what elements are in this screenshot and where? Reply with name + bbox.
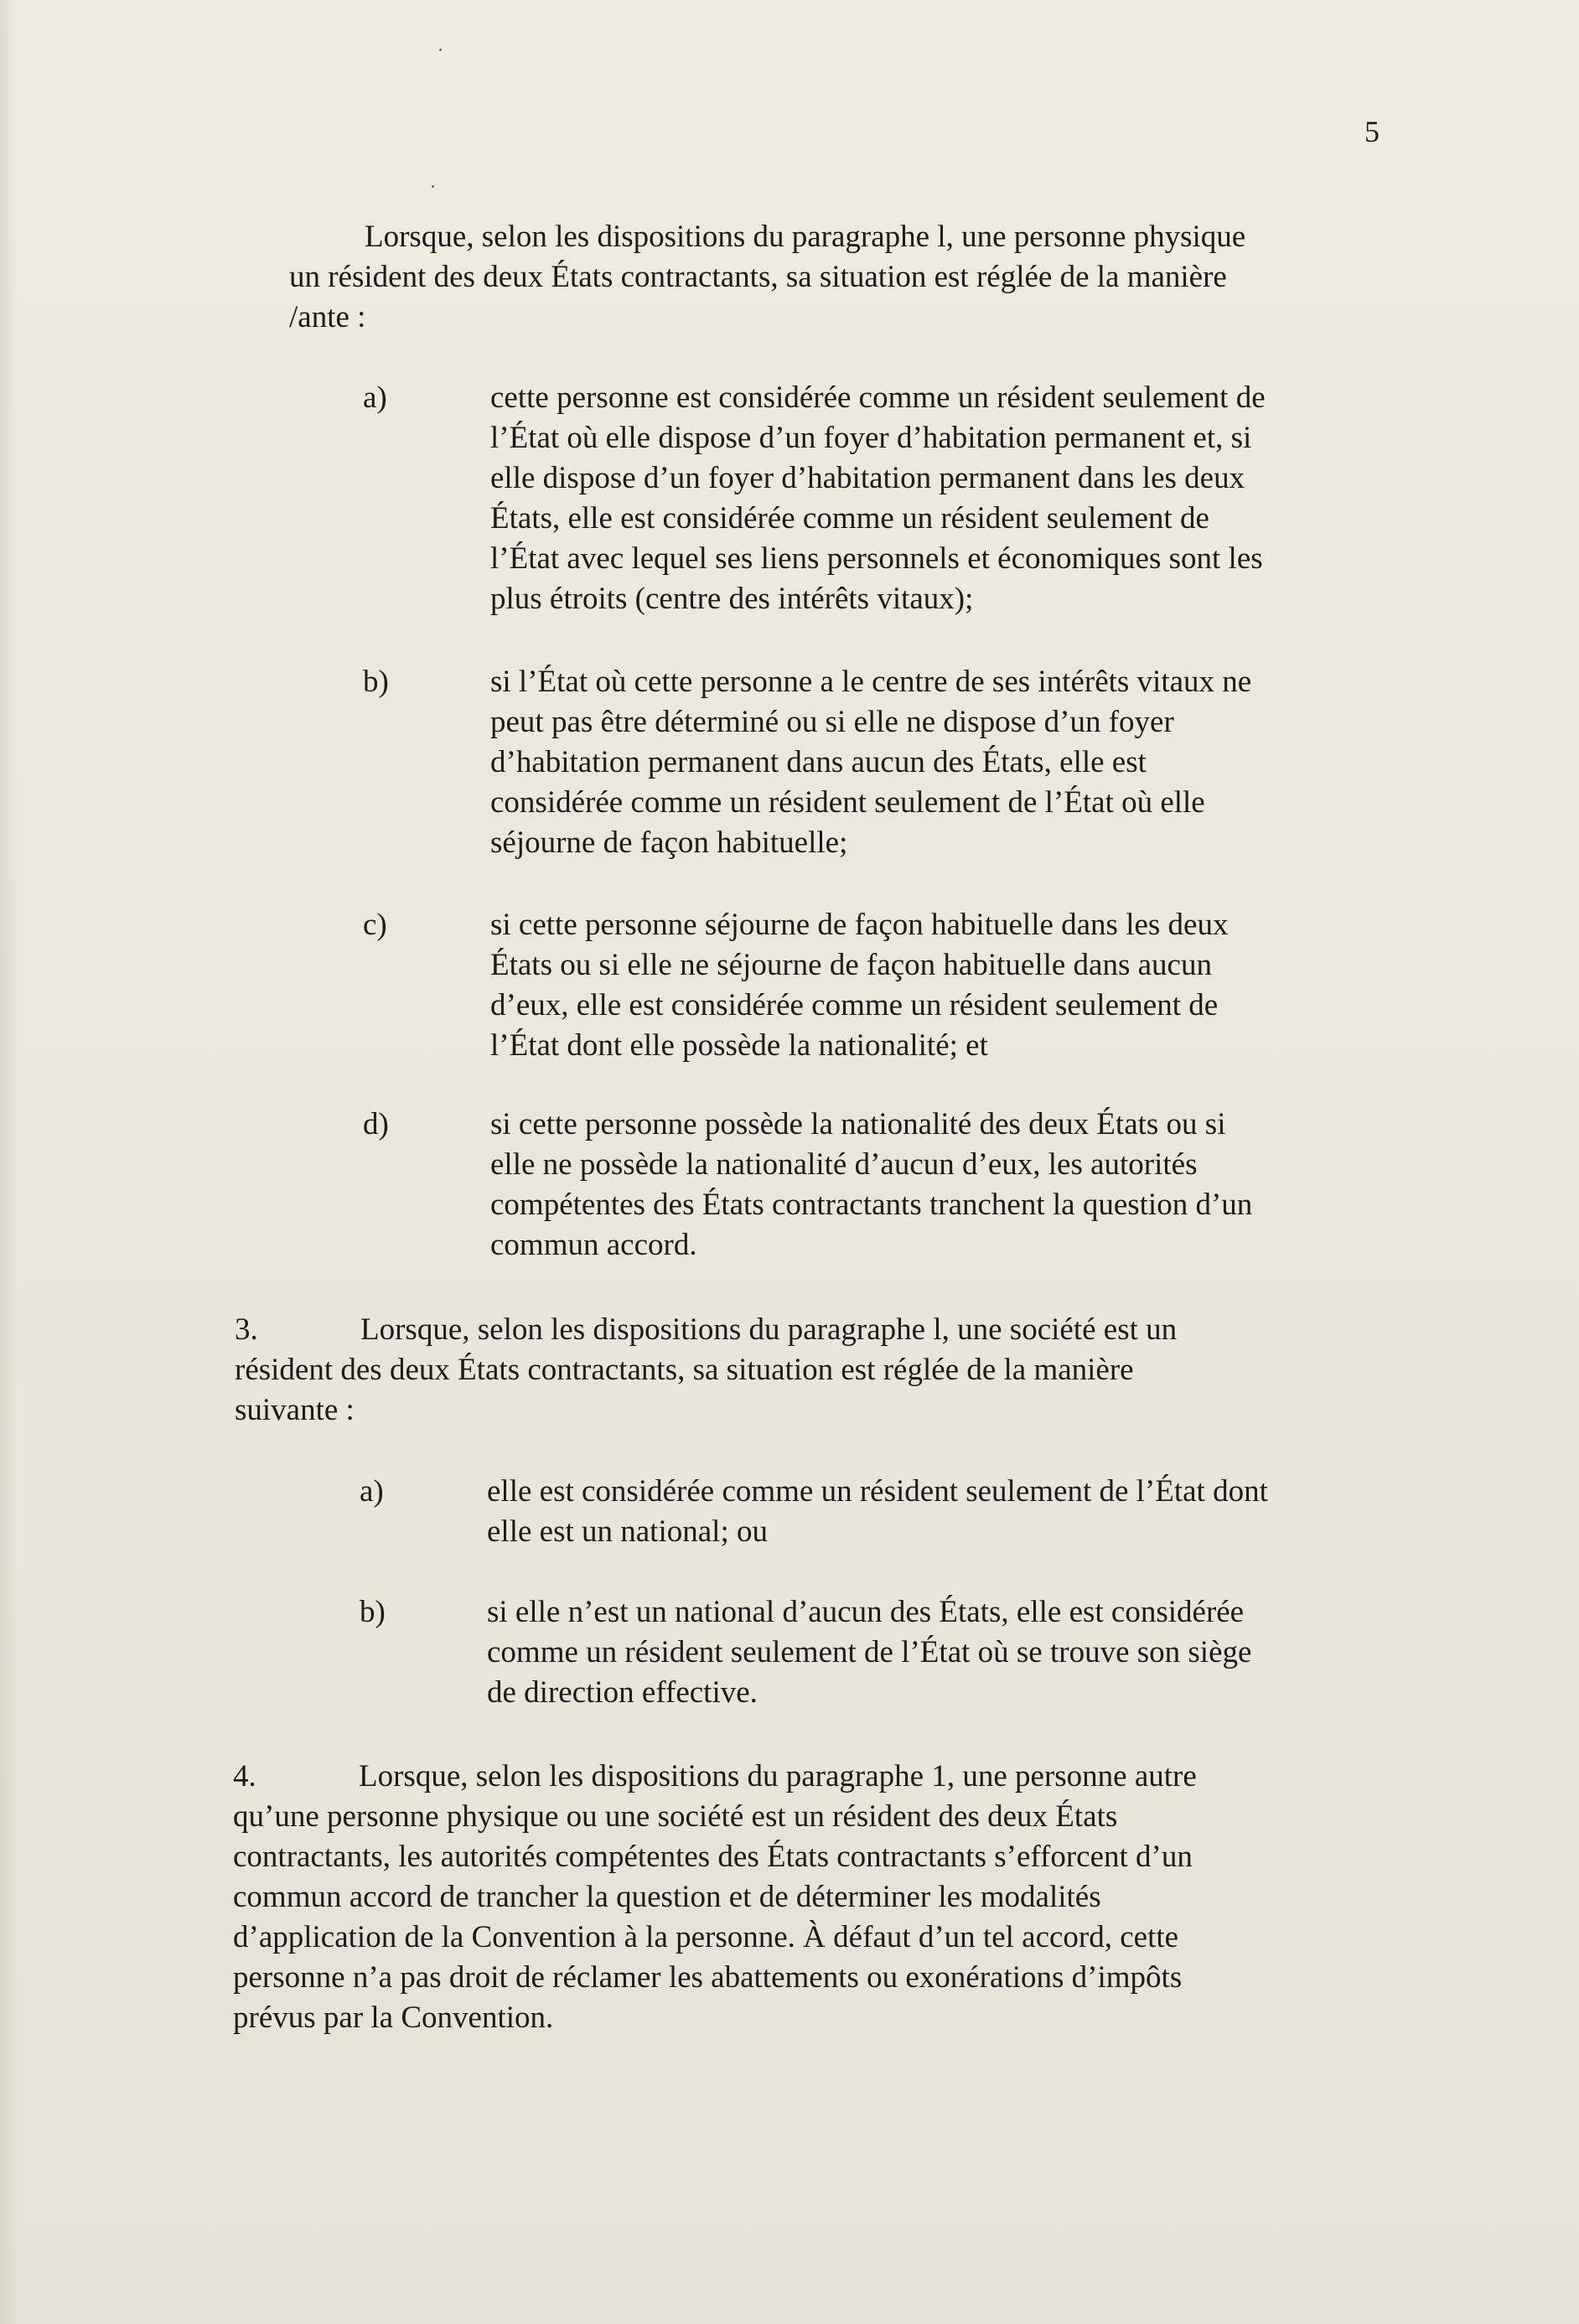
scan-speck [432,185,434,188]
text-line: d’eux, elle est considérée comme un résident seulement de [490,988,1219,1022]
list-item-3b [360,1592,1416,1716]
text-line: d’habitation permanent dans aucun des États, elle est [490,745,1147,779]
item-body [490,662,1251,863]
text-line: si l’État où cette personne a le centre de ses intérêts vitaux ne [490,665,1252,699]
text-line: l’État avec lequel ses liens personnels et économiques sont les [490,541,1263,576]
text-line: comme un résident seulement de l’État où se trouve son siège [487,1635,1252,1669]
text-line: plus étroits (centre des intérêts vitaux); [490,582,974,616]
paragraph-2-intro [289,217,1245,338]
text-line: elle ne possède la nationalité d’aucun d’eux, les autorités [490,1147,1198,1182]
text-line [235,1310,1177,1350]
list-item-2b [363,662,1411,867]
text-line: si cette personne possède la nationalité des deux États ou si [490,1107,1226,1141]
text-line: Lorsque, selon les dispositions du paragraphe l, une personne physique [365,220,1246,254]
paragraph-3 [235,1310,1177,1431]
text-line: considérée comme un résident seulement de l’État où elle [490,785,1205,820]
text-run: Lorsque, selon les dispositions du paragraphe l, une société est un [360,1312,1178,1347]
text-line: d’application de la Convention à la personne. À défaut d’un tel accord, cette [233,1920,1179,1954]
item-body [487,1592,1251,1713]
text-line: séjourne de façon habituelle; [490,826,848,860]
list-item-3a [360,1472,1416,1555]
text-line: l’État dont elle possède la nationalité; et [490,1028,988,1063]
text-run: Lorsque, selon les dispositions du paragraphe 1, une personne autre [359,1759,1197,1793]
item-label: c) [363,908,387,942]
paragraph-number: 4. [233,1759,256,1793]
text-line: elle est considérée comme un résident seulement de l’État dont [487,1474,1268,1509]
item-body [490,378,1266,619]
text-line: /ante : [289,300,366,334]
paragraph-number: 3. [235,1312,258,1347]
text-line: l’État où elle dispose d’un foyer d’habitation permanent et, si [490,421,1252,455]
text-line: contractants, les autorités compétentes des États contractants s’efforcent d’un [233,1840,1193,1874]
text-line: cette personne est considérée comme un résident seulement de [490,380,1266,415]
text-line: suivante : [235,1393,355,1427]
item-body [490,905,1228,1066]
item-label: b) [363,665,389,699]
text-line [233,1757,1197,1797]
item-body [487,1472,1268,1552]
item-label: a) [363,380,387,415]
text-line: peut pas être déterminé ou si elle ne dispose d’un foyer [490,705,1174,739]
text-line: États, elle est considérée comme un résident seulement de [490,501,1209,536]
text-line: prévus par la Convention. [233,2001,554,2035]
list-item-2d [363,1105,1411,1269]
item-label: b) [360,1595,386,1629]
text-line: elle est un national; ou [487,1514,768,1549]
item-label: d) [363,1107,389,1141]
page-number: 5 [1364,115,1380,148]
text-line: personne n’a pas droit de réclamer les abattements ou exonérations d’impôts [233,1960,1183,1995]
list-item-2a [363,378,1411,621]
text-line: si elle n’est un national d’aucun des États, elle est considérée [487,1595,1245,1629]
item-label: a) [360,1474,384,1509]
text-line: elle dispose d’un foyer d’habitation permanent dans les deux [490,461,1245,495]
scan-speck [439,49,442,51]
list-item-2c [363,905,1411,1069]
text-line: compétentes des États contractants tranchent la question d’un [490,1188,1253,1222]
paragraph-4 [233,1757,1197,2038]
text-line: si cette personne séjourne de façon habituelle dans les deux [490,908,1229,942]
text-line: un résident des deux États contractants, sa situation est réglée de la manière [289,260,1227,294]
text-line: de direction effective. [487,1675,758,1710]
text-line: commun accord. [490,1228,697,1262]
page-edge-shadow [0,0,17,2324]
text-line: qu’une personne physique ou une société est un résident des deux États [233,1799,1118,1834]
text-line: résident des deux États contractants, sa situation est réglée de la manière [235,1353,1134,1387]
item-body [490,1105,1252,1266]
text-line: commun accord de trancher la question et de déterminer les modalités [233,1880,1101,1914]
text-line: États ou si elle ne séjourne de façon habituelle dans aucun [490,948,1212,982]
